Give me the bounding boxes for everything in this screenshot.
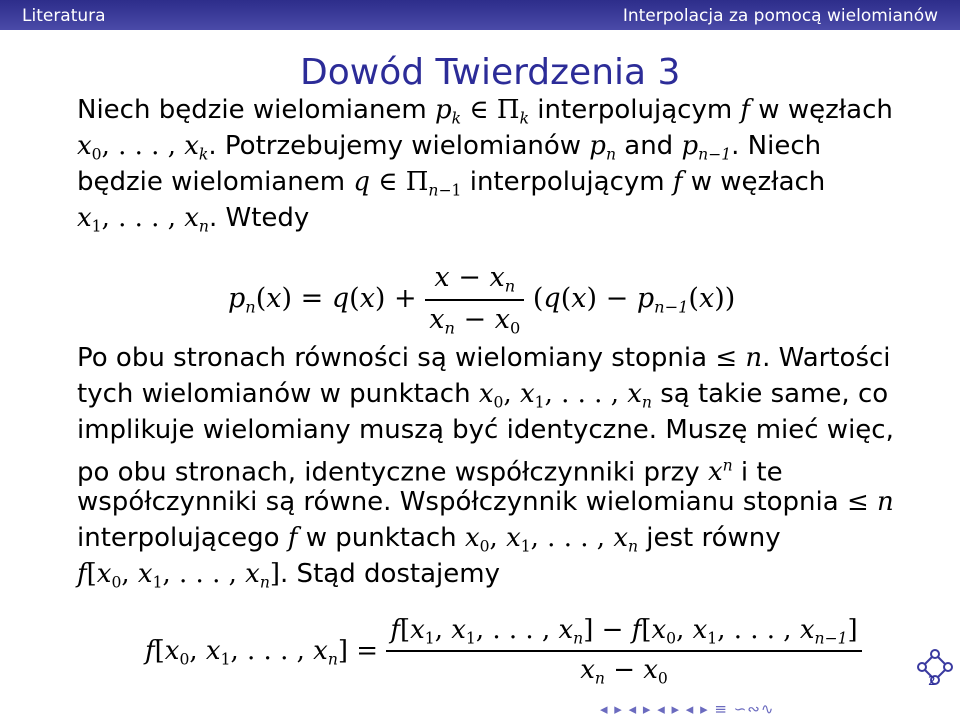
paragraph-2-line-3: implikuje wielomiany muszą być identyczne. Muszę mieć więc,: [77, 415, 894, 445]
paragraph-1-line-2: $x_0$, . . . , $x_k$. Potrzebujemy wielomianów $p_n$ and $p_{n-1}$. Niech: [77, 131, 822, 164]
equation-fraction: $\frac{x - x_n}{x_n - x_0}$: [425, 262, 524, 337]
paragraph-1-line-3: będzie wielomianem q ∈ $\Pi_{n-1}$ interpolującym f w węzłach: [77, 167, 826, 200]
presentation-title-link[interactable]: Interpolacja za pomocą wielomianów: [622, 6, 938, 26]
beamer-navigation-bar[interactable]: ◂ ▸ ◂ ▸ ◂ ▸ ◂ ▸ ≡ ∽∾∿: [600, 700, 775, 718]
slide-header: [0, 0, 960, 30]
paragraph-2-line-5: współczynniki są równe. Współczynnik wielomianu stopnia ≤ n: [77, 487, 894, 517]
paragraph-2-line-2: tych wielomianów w punktach $x_0$, $x_1$, . . . , $x_n$ są takie same, co: [77, 379, 889, 412]
paragraph-1-line-1: Niech będzie wielomianem $p_k$ ∈ $\Pi_k$ interpolującym f w węzłach: [77, 95, 893, 128]
paragraph-1-line-4: $x_1$, . . . , $x_n$. Wtedy: [77, 203, 310, 236]
paragraph-2-line-6: interpolującego f w punktach $x_0$, $x_1$, . . . , $x_n$ jest równy: [77, 523, 781, 556]
paragraph-2: [77, 340, 894, 592]
equation-divided-difference: $f[x_0$, $x_1$, . . . , $x_n$] = $\frac{f[x_1, x_1, . . . , x_n] - f[x_0, x_1, . . . , x_{n-1}]}{x_n - x_0}$: [145, 615, 862, 688]
divided-difference-fraction: $\frac{f[x_1, x_1, . . . , x_n] - f[x_0, x_1, . . . , x_{n-1}]}{x_n - x_0}$: [386, 615, 861, 688]
equation-recurrence: $p_n(x) = q(x)$ + $\frac{x - x_n}{x_n - x_0}$ $(q(x) - p_{n-1}(x))$: [228, 262, 736, 338]
page-number: 2: [928, 674, 936, 688]
paragraph-2-line-1: Po obu stronach równości są wielomiany stopnia ≤ n. Wartości: [77, 343, 891, 373]
slide-title: Dowód Twierdzenia 3: [300, 52, 681, 93]
paragraph-2-line-7: $f[x_0$, $x_1$, . . . , $x_n$]. Stąd dostajemy: [77, 559, 500, 592]
section-link[interactable]: Literatura: [22, 6, 106, 26]
paragraph-2-line-4: po obu stronach, identyczne współczynniki przy $x^n$ i te: [77, 457, 783, 488]
paragraph-1: [77, 92, 893, 236]
